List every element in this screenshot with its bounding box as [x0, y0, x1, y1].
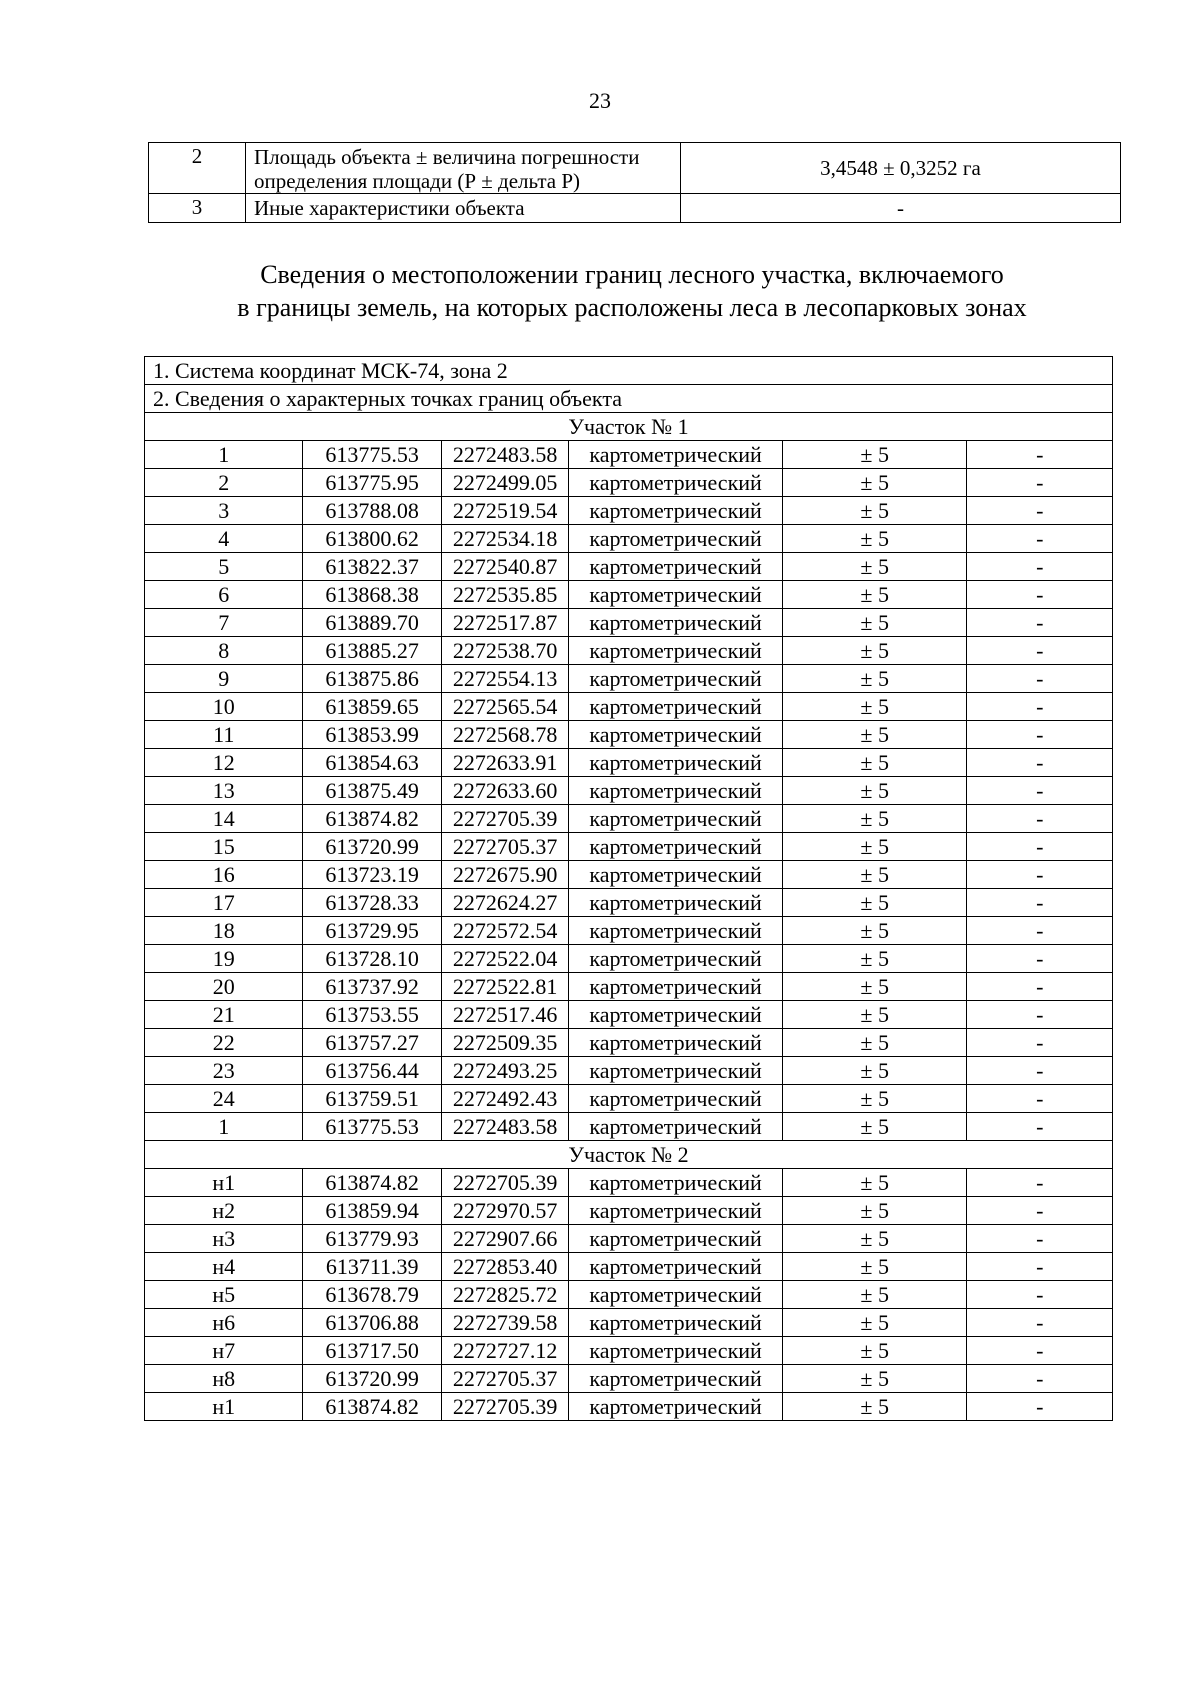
accuracy-cell: ± 5 [782, 1085, 967, 1113]
method-cell: картометрический [569, 693, 783, 721]
table-row [145, 973, 1113, 1001]
coordinate-system: 1. Система координат МСК-74, зона 2 [145, 357, 1113, 385]
accuracy-cell: ± 5 [782, 553, 967, 581]
method-cell: картометрический [569, 721, 783, 749]
x-coordinate-cell: 613854.63 [303, 749, 441, 777]
point-id-cell: н4 [145, 1253, 303, 1281]
table-row [145, 1253, 1113, 1281]
method-cell: картометрический [569, 1281, 783, 1309]
description-cell: - [967, 945, 1113, 973]
point-id-cell: н8 [145, 1365, 303, 1393]
method-cell: картометрический [569, 525, 783, 553]
table-row [145, 1337, 1113, 1365]
accuracy-cell: ± 5 [782, 637, 967, 665]
accuracy-cell: ± 5 [782, 1029, 967, 1057]
table-row [145, 861, 1113, 889]
point-id-cell: 2 [145, 469, 303, 497]
table-row [145, 525, 1113, 553]
table-row [145, 637, 1113, 665]
table-row [145, 1393, 1113, 1421]
point-id-cell: 22 [145, 1029, 303, 1057]
x-coordinate-cell: 613711.39 [303, 1253, 441, 1281]
method-cell: картометрический [569, 889, 783, 917]
description-cell: - [967, 889, 1113, 917]
point-id-cell: 3 [145, 497, 303, 525]
accuracy-cell: ± 5 [782, 889, 967, 917]
method-cell: картометрический [569, 441, 783, 469]
table-row [145, 665, 1113, 693]
points-heading: 2. Сведения о характерных точках границ объекта [145, 385, 1113, 413]
accuracy-cell: ± 5 [782, 469, 967, 497]
x-coordinate-cell: 613757.27 [303, 1029, 441, 1057]
y-coordinate-cell: 2272483.58 [441, 441, 568, 469]
description-cell: - [967, 525, 1113, 553]
boundary-points-table [144, 356, 1113, 1421]
characteristic-value: 3,4548 ± 0,3252 га [681, 143, 1121, 194]
method-cell: картометрический [569, 497, 783, 525]
description-cell: - [967, 497, 1113, 525]
y-coordinate-cell: 2272509.35 [441, 1029, 568, 1057]
description-cell: - [967, 1393, 1113, 1421]
x-coordinate-cell: 613853.99 [303, 721, 441, 749]
x-coordinate-cell: 613759.51 [303, 1085, 441, 1113]
method-cell: картометрический [569, 749, 783, 777]
accuracy-cell: ± 5 [782, 1169, 967, 1197]
accuracy-cell: ± 5 [782, 609, 967, 637]
table-row [145, 833, 1113, 861]
method-cell: картометрический [569, 1253, 783, 1281]
y-coordinate-cell: 2272568.78 [441, 721, 568, 749]
description-cell: - [967, 581, 1113, 609]
point-id-cell: 9 [145, 665, 303, 693]
characteristic-label: Иные характеристики объекта [246, 194, 681, 223]
point-id-cell: н3 [145, 1225, 303, 1253]
method-cell: картометрический [569, 1113, 783, 1141]
description-cell: - [967, 721, 1113, 749]
point-id-cell: 21 [145, 1001, 303, 1029]
point-id-cell: н7 [145, 1337, 303, 1365]
table-row [145, 777, 1113, 805]
accuracy-cell: ± 5 [782, 833, 967, 861]
description-cell: - [967, 1197, 1113, 1225]
accuracy-cell: ± 5 [782, 721, 967, 749]
accuracy-cell: ± 5 [782, 1393, 967, 1421]
description-cell: - [967, 833, 1113, 861]
method-cell: картометрический [569, 1337, 783, 1365]
description-cell: - [967, 1225, 1113, 1253]
description-cell: - [967, 609, 1113, 637]
table-row [145, 693, 1113, 721]
accuracy-cell: ± 5 [782, 945, 967, 973]
accuracy-cell: ± 5 [782, 805, 967, 833]
y-coordinate-cell: 2272705.39 [441, 1393, 568, 1421]
table-row [145, 469, 1113, 497]
description-cell: - [967, 1057, 1113, 1085]
description-cell: - [967, 469, 1113, 497]
table-row [145, 721, 1113, 749]
description-cell: - [967, 637, 1113, 665]
x-coordinate-cell: 613885.27 [303, 637, 441, 665]
y-coordinate-cell: 2272492.43 [441, 1085, 568, 1113]
accuracy-cell: ± 5 [782, 861, 967, 889]
table-row [145, 889, 1113, 917]
accuracy-cell: ± 5 [782, 1365, 967, 1393]
method-cell: картометрический [569, 1309, 783, 1337]
x-coordinate-cell: 613868.38 [303, 581, 441, 609]
table-row [145, 1001, 1113, 1029]
section-header-row [145, 413, 1113, 441]
y-coordinate-cell: 2272705.37 [441, 1365, 568, 1393]
table-row [149, 194, 1121, 223]
point-id-cell: н2 [145, 1197, 303, 1225]
y-coordinate-cell: 2272522.81 [441, 973, 568, 1001]
accuracy-cell: ± 5 [782, 665, 967, 693]
accuracy-cell: ± 5 [782, 973, 967, 1001]
row-number: 3 [149, 194, 246, 223]
point-id-cell: н5 [145, 1281, 303, 1309]
y-coordinate-cell: 2272483.58 [441, 1113, 568, 1141]
description-cell: - [967, 441, 1113, 469]
table-row [145, 1281, 1113, 1309]
point-id-cell: 16 [145, 861, 303, 889]
point-id-cell: 6 [145, 581, 303, 609]
table-row [145, 917, 1113, 945]
method-cell: картометрический [569, 1393, 783, 1421]
x-coordinate-cell: 613753.55 [303, 1001, 441, 1029]
point-id-cell: 1 [145, 1113, 303, 1141]
y-coordinate-cell: 2272519.54 [441, 497, 568, 525]
y-coordinate-cell: 2272970.57 [441, 1197, 568, 1225]
method-cell: картометрический [569, 1057, 783, 1085]
description-cell: - [967, 973, 1113, 1001]
description-cell: - [967, 1253, 1113, 1281]
point-id-cell: 1 [145, 441, 303, 469]
table-row [145, 609, 1113, 637]
point-id-cell: 5 [145, 553, 303, 581]
y-coordinate-cell: 2272853.40 [441, 1253, 568, 1281]
point-id-cell: 18 [145, 917, 303, 945]
accuracy-cell: ± 5 [782, 777, 967, 805]
x-coordinate-cell: 613717.50 [303, 1337, 441, 1365]
description-cell: - [967, 693, 1113, 721]
accuracy-cell: ± 5 [782, 1001, 967, 1029]
characteristic-label: Площадь объекта ± величина погрешности определения площади (Р ± дельта Р) [246, 143, 681, 194]
table-row [145, 1365, 1113, 1393]
y-coordinate-cell: 2272675.90 [441, 861, 568, 889]
description-cell: - [967, 1085, 1113, 1113]
section-title-line-2: в границы земель, на которых расположены леса в лесопарковых зонах [237, 293, 1027, 322]
y-coordinate-cell: 2272538.70 [441, 637, 568, 665]
y-coordinate-cell: 2272499.05 [441, 469, 568, 497]
method-cell: картометрический [569, 973, 783, 1001]
x-coordinate-cell: 613737.92 [303, 973, 441, 1001]
y-coordinate-cell: 2272517.46 [441, 1001, 568, 1029]
description-cell: - [967, 861, 1113, 889]
y-coordinate-cell: 2272705.37 [441, 833, 568, 861]
y-coordinate-cell: 2272633.91 [441, 749, 568, 777]
point-id-cell: 15 [145, 833, 303, 861]
page-number: 23 [589, 88, 611, 113]
section-title [0, 258, 1200, 324]
accuracy-cell: ± 5 [782, 1197, 967, 1225]
point-id-cell: н1 [145, 1169, 303, 1197]
table-row [145, 1029, 1113, 1057]
method-cell: картометрический [569, 861, 783, 889]
y-coordinate-cell: 2272517.87 [441, 609, 568, 637]
description-cell: - [967, 1029, 1113, 1057]
accuracy-cell: ± 5 [782, 581, 967, 609]
x-coordinate-cell: 613775.95 [303, 469, 441, 497]
section-title: Участок № 2 [145, 1141, 1113, 1169]
point-id-cell: 17 [145, 889, 303, 917]
method-cell: картометрический [569, 469, 783, 497]
accuracy-cell: ± 5 [782, 1337, 967, 1365]
method-cell: картометрический [569, 1029, 783, 1057]
description-cell: - [967, 1113, 1113, 1141]
characteristic-value: - [681, 194, 1121, 223]
table-row [145, 749, 1113, 777]
table-row [145, 497, 1113, 525]
x-coordinate-cell: 613728.33 [303, 889, 441, 917]
method-cell: картометрический [569, 805, 783, 833]
method-cell: картометрический [569, 1225, 783, 1253]
description-cell: - [967, 1281, 1113, 1309]
x-coordinate-cell: 613875.86 [303, 665, 441, 693]
description-cell: - [967, 917, 1113, 945]
point-id-cell: 12 [145, 749, 303, 777]
point-id-cell: 19 [145, 945, 303, 973]
y-coordinate-cell: 2272493.25 [441, 1057, 568, 1085]
method-cell: картометрический [569, 1197, 783, 1225]
x-coordinate-cell: 613779.93 [303, 1225, 441, 1253]
x-coordinate-cell: 613822.37 [303, 553, 441, 581]
table-row [145, 581, 1113, 609]
table-row [145, 945, 1113, 973]
method-cell: картометрический [569, 1169, 783, 1197]
x-coordinate-cell: 613729.95 [303, 917, 441, 945]
point-id-cell: 7 [145, 609, 303, 637]
y-coordinate-cell: 2272633.60 [441, 777, 568, 805]
y-coordinate-cell: 2272705.39 [441, 805, 568, 833]
point-id-cell: 23 [145, 1057, 303, 1085]
method-cell: картометрический [569, 777, 783, 805]
point-id-cell: н1 [145, 1393, 303, 1421]
accuracy-cell: ± 5 [782, 917, 967, 945]
point-id-cell: 13 [145, 777, 303, 805]
x-coordinate-cell: 613678.79 [303, 1281, 441, 1309]
accuracy-cell: ± 5 [782, 1309, 967, 1337]
y-coordinate-cell: 2272727.12 [441, 1337, 568, 1365]
table-row [145, 1113, 1113, 1141]
point-id-cell: 8 [145, 637, 303, 665]
x-coordinate-cell: 613874.82 [303, 1393, 441, 1421]
row-number: 2 [149, 143, 246, 194]
x-coordinate-cell: 613720.99 [303, 1365, 441, 1393]
accuracy-cell: ± 5 [782, 1281, 967, 1309]
method-cell: картометрический [569, 637, 783, 665]
method-cell: картометрический [569, 833, 783, 861]
x-coordinate-cell: 613788.08 [303, 497, 441, 525]
section-header-row [145, 1141, 1113, 1169]
x-coordinate-cell: 613775.53 [303, 1113, 441, 1141]
x-coordinate-cell: 613875.49 [303, 777, 441, 805]
x-coordinate-cell: 613859.65 [303, 693, 441, 721]
x-coordinate-cell: 613859.94 [303, 1197, 441, 1225]
y-coordinate-cell: 2272907.66 [441, 1225, 568, 1253]
method-cell: картометрический [569, 1085, 783, 1113]
point-id-cell: 14 [145, 805, 303, 833]
description-cell: - [967, 553, 1113, 581]
x-coordinate-cell: 613720.99 [303, 833, 441, 861]
y-coordinate-cell: 2272739.58 [441, 1309, 568, 1337]
x-coordinate-cell: 613874.82 [303, 1169, 441, 1197]
x-coordinate-cell: 613723.19 [303, 861, 441, 889]
method-cell: картометрический [569, 609, 783, 637]
description-cell: - [967, 1337, 1113, 1365]
description-cell: - [967, 1169, 1113, 1197]
section-title-line-1: Сведения о местоположении границ лесного участка, включаемого [260, 260, 1004, 289]
method-cell: картометрический [569, 917, 783, 945]
table-row [145, 553, 1113, 581]
table-row [145, 1169, 1113, 1197]
x-coordinate-cell: 613775.53 [303, 441, 441, 469]
points-heading-row [145, 385, 1113, 413]
x-coordinate-cell: 613889.70 [303, 609, 441, 637]
point-id-cell: 10 [145, 693, 303, 721]
y-coordinate-cell: 2272572.54 [441, 917, 568, 945]
point-id-cell: 11 [145, 721, 303, 749]
point-id-cell: 24 [145, 1085, 303, 1113]
point-id-cell: 4 [145, 525, 303, 553]
table-row [145, 1309, 1113, 1337]
description-cell: - [967, 665, 1113, 693]
point-id-cell: н6 [145, 1309, 303, 1337]
method-cell: картометрический [569, 945, 783, 973]
description-cell: - [967, 1001, 1113, 1029]
point-id-cell: 20 [145, 973, 303, 1001]
accuracy-cell: ± 5 [782, 1225, 967, 1253]
table-row [145, 805, 1113, 833]
table-row [145, 1057, 1113, 1085]
accuracy-cell: ± 5 [782, 1113, 967, 1141]
description-cell: - [967, 749, 1113, 777]
x-coordinate-cell: 613728.10 [303, 945, 441, 973]
x-coordinate-cell: 613800.62 [303, 525, 441, 553]
coordinate-system-row [145, 357, 1113, 385]
description-cell: - [967, 777, 1113, 805]
table-row [145, 1197, 1113, 1225]
y-coordinate-cell: 2272535.85 [441, 581, 568, 609]
y-coordinate-cell: 2272825.72 [441, 1281, 568, 1309]
y-coordinate-cell: 2272705.39 [441, 1169, 568, 1197]
x-coordinate-cell: 613706.88 [303, 1309, 441, 1337]
method-cell: картометрический [569, 553, 783, 581]
object-characteristics-table [148, 142, 1121, 223]
table-row [145, 1085, 1113, 1113]
y-coordinate-cell: 2272565.54 [441, 693, 568, 721]
y-coordinate-cell: 2272554.13 [441, 665, 568, 693]
table-row [145, 441, 1113, 469]
accuracy-cell: ± 5 [782, 441, 967, 469]
accuracy-cell: ± 5 [782, 693, 967, 721]
table-row [145, 1225, 1113, 1253]
description-cell: - [967, 805, 1113, 833]
accuracy-cell: ± 5 [782, 749, 967, 777]
y-coordinate-cell: 2272522.04 [441, 945, 568, 973]
method-cell: картометрический [569, 1001, 783, 1029]
method-cell: картометрический [569, 581, 783, 609]
accuracy-cell: ± 5 [782, 1253, 967, 1281]
method-cell: картометрический [569, 1365, 783, 1393]
y-coordinate-cell: 2272624.27 [441, 889, 568, 917]
accuracy-cell: ± 5 [782, 1057, 967, 1085]
description-cell: - [967, 1365, 1113, 1393]
x-coordinate-cell: 613756.44 [303, 1057, 441, 1085]
y-coordinate-cell: 2272540.87 [441, 553, 568, 581]
method-cell: картометрический [569, 665, 783, 693]
description-cell: - [967, 1309, 1113, 1337]
table-row [149, 143, 1121, 194]
section-title: Участок № 1 [145, 413, 1113, 441]
y-coordinate-cell: 2272534.18 [441, 525, 568, 553]
accuracy-cell: ± 5 [782, 497, 967, 525]
x-coordinate-cell: 613874.82 [303, 805, 441, 833]
accuracy-cell: ± 5 [782, 525, 967, 553]
